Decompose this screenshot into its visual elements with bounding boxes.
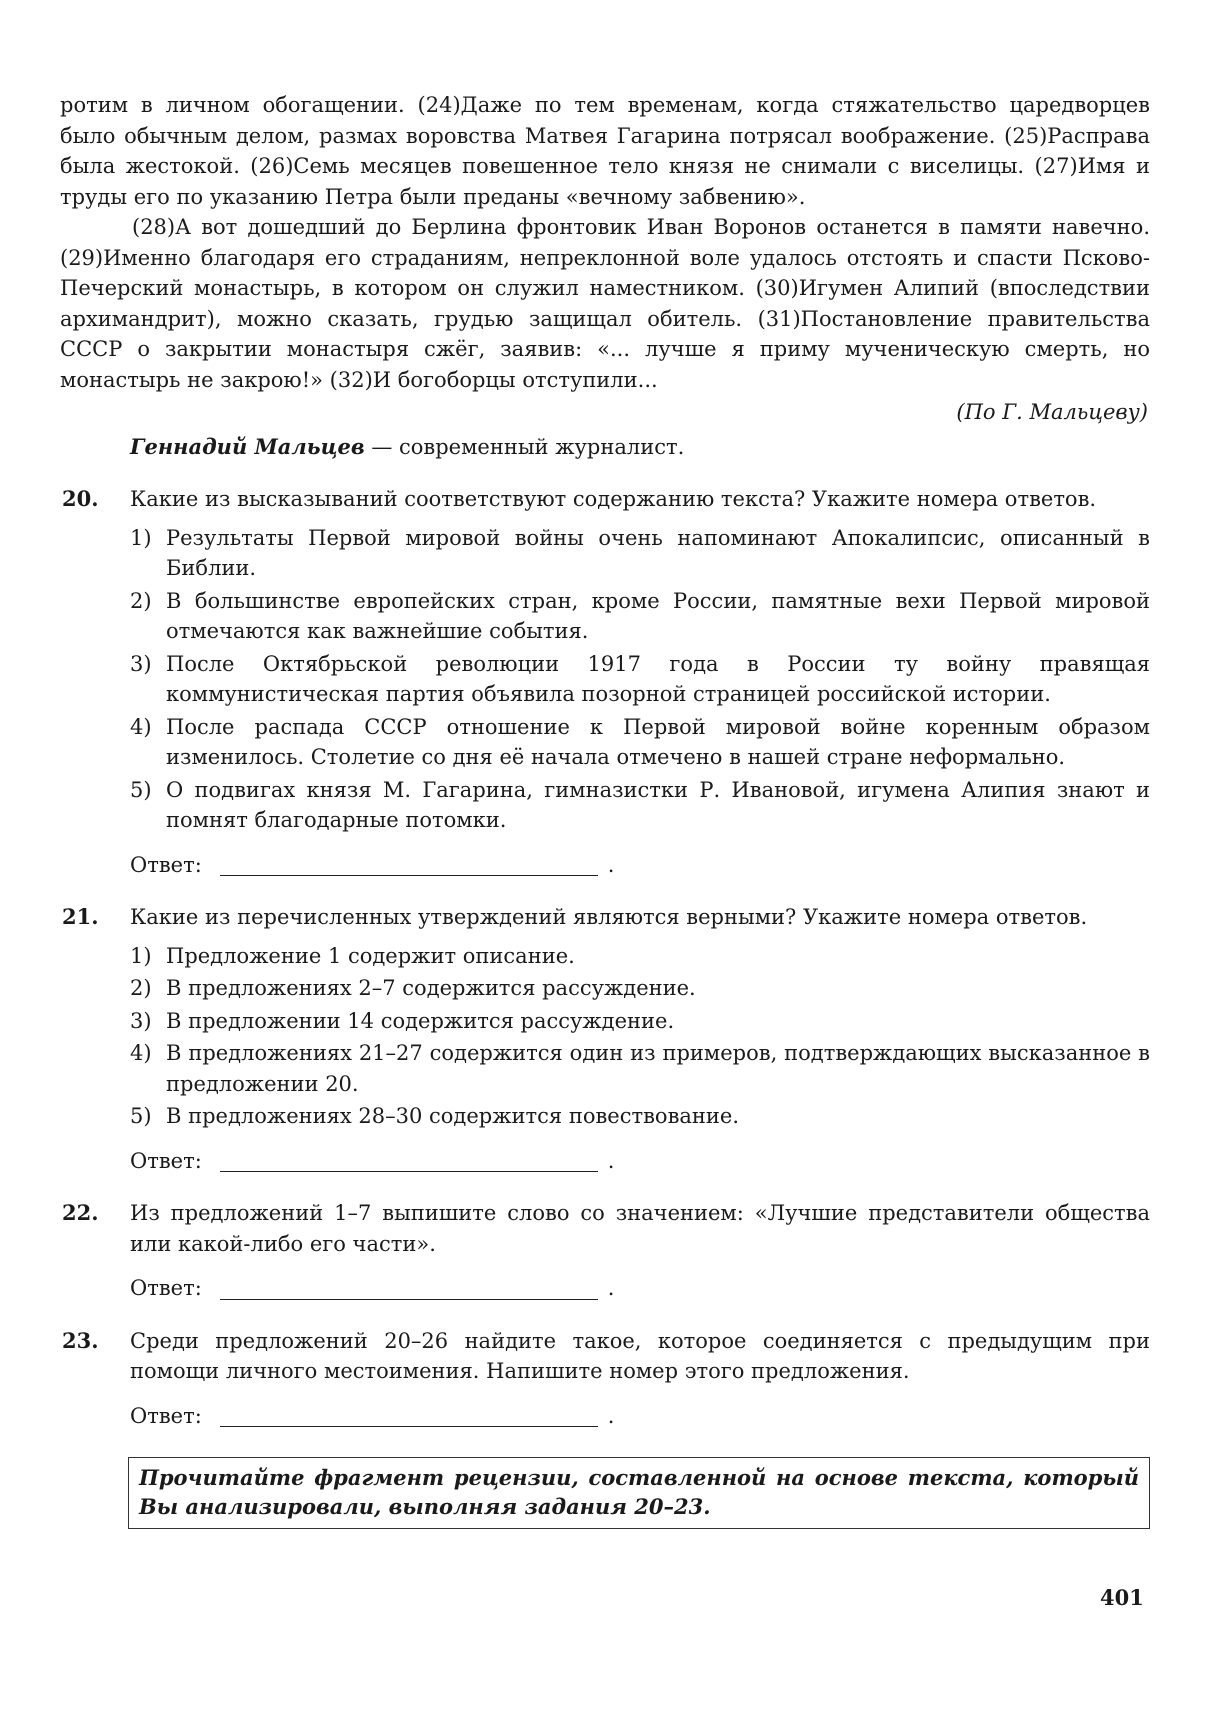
option-number: 1) (130, 943, 152, 968)
page-number: 401 (1100, 1585, 1144, 1610)
task-22 (60, 1198, 1150, 1304)
option-text: В предложениях 21–27 содержится один из примеров, подтверждающих высказанное в предложении 20. (166, 1041, 1150, 1096)
option-item (130, 712, 1150, 773)
task-question: Какие из высказываний соответствуют содержанию текста? Укажите номера ответов. (130, 487, 1097, 511)
author-name: Геннадий Мальцев (130, 433, 365, 459)
option-number: 2) (130, 588, 152, 613)
option-number: 3) (130, 1008, 152, 1033)
option-number: 5) (130, 1104, 152, 1128)
task-23 (60, 1326, 1150, 1432)
option-number: 4) (130, 1041, 152, 1065)
passage-source: (По Г. Мальцеву) (956, 400, 1148, 424)
passage-paragraph-2: (28)А вот дошедший до Берлина фронтовик Иван Воронов останется в памяти навечно. (29)Именно благодаря его страданиям, непреклонной воле удалось отстоять и спасти Псково-Печерский монастырь, в котором он служил наместником. (30)Игумен Алипий (впоследствии архимандрит), можно сказать, грудью защищал обитель. (31)Постановление правительства СССР о закрытии монастыря сжёг, заявив: «... лучше я приму мученическую смерть, но монастырь не закрою!» (32)И богоборцы отступили... (60, 215, 1150, 392)
option-item (130, 1038, 1150, 1099)
author-note (130, 432, 1150, 463)
task-question: Среди предложений 20–26 найдите такое, которое соединяется с предыдущим при помощи личного местоимения. Напишите номер этого предложения. (130, 1328, 1150, 1383)
option-text: После Октябрьской революции 1917 года в России ту войну правящая коммунистическая партия объявила позорной страницей российской истории. (166, 651, 1150, 706)
option-number: 1) (130, 525, 152, 550)
author-description: — современный журналист. (364, 434, 685, 459)
answer-options (130, 941, 1150, 1132)
option-number: 2) (130, 976, 152, 1000)
option-item (130, 775, 1150, 836)
answer-label: Ответ: (130, 1276, 202, 1300)
option-number: 3) (130, 651, 152, 676)
task-number: 20. (62, 486, 99, 511)
option-item (130, 1006, 1150, 1037)
option-text: В большинстве европейских стран, кроме России, памятные вехи Первой мировой отмечаются как важнейшие события. (166, 588, 1150, 643)
answer-dot: . (607, 1148, 615, 1173)
option-number: 5) (130, 777, 152, 802)
option-item (130, 586, 1150, 647)
option-number: 4) (130, 714, 152, 739)
answer-dot: . (607, 852, 615, 877)
task-question: Из предложений 1–7 выпишите слово со значением: «Лучшие представители общества или какой-либо его части». (130, 1201, 1150, 1256)
option-item (130, 1101, 1150, 1132)
task-number: 22. (62, 1200, 99, 1225)
page-content (60, 90, 1150, 1529)
option-text: Результаты Первой мировой войны очень напоминают Апокалипсис, описанный в Библии. (166, 525, 1150, 580)
answer-field[interactable] (220, 1404, 598, 1427)
answer-dot: . (607, 1276, 615, 1300)
option-item (130, 941, 1150, 972)
answer-field[interactable] (220, 853, 598, 876)
passage-paragraph-1: ротим в личном обогащении. (24)Даже по тем временам, когда стяжательство царедворцев было обычным делом, размах воровства Матвея Гагарина потрясал воображение. (25)Расправа была жестокой. (26)Семь месяцев повешенное тело князя не снимали с виселицы. (27)Имя и труды его по указанию Петра были преданы «вечному забвению». (60, 93, 1150, 209)
task-question: Какие из перечисленных утверждений являются верными? Укажите номера ответов. (130, 905, 1088, 929)
option-item (130, 973, 1150, 1004)
answer-label: Ответ: (130, 1403, 202, 1428)
option-text: В предложениях 28–30 содержится повествование. (166, 1104, 740, 1128)
task-number: 21. (62, 904, 99, 929)
option-text: После распада СССР отношение к Первой мировой войне коренным образом изменилось. Столетие со дня её начала отмечено в нашей стране неформально. (166, 714, 1150, 769)
answer-row (130, 1273, 1150, 1304)
answer-field[interactable] (220, 1277, 598, 1300)
answer-options (130, 523, 1150, 836)
instruction-box: Прочитайте фрагмент рецензии, составленной на основе текста, который Вы анализировали, выполняя задания 20–23. (128, 1457, 1150, 1529)
option-text: В предложениях 2–7 содержится рассуждение. (166, 976, 696, 1000)
option-text: Предложение 1 содержит описание. (166, 943, 575, 968)
option-text: В предложении 14 содержится рассуждение. (166, 1008, 675, 1033)
option-item (130, 523, 1150, 584)
answer-row (130, 850, 1150, 881)
answer-row (130, 1146, 1150, 1177)
answer-dot: . (607, 1403, 615, 1428)
option-text: О подвигах князя М. Гагарина, гимназистки Р. Ивановой, игумена Алипия знают и помнят благодарные потомки. (166, 777, 1150, 832)
task-21 (60, 902, 1150, 1176)
answer-label: Ответ: (130, 852, 202, 877)
task-20 (60, 484, 1150, 880)
answer-label: Ответ: (130, 1148, 202, 1173)
answer-row (130, 1401, 1150, 1432)
answer-field[interactable] (220, 1149, 598, 1172)
option-item (130, 649, 1150, 710)
task-number: 23. (62, 1327, 99, 1353)
